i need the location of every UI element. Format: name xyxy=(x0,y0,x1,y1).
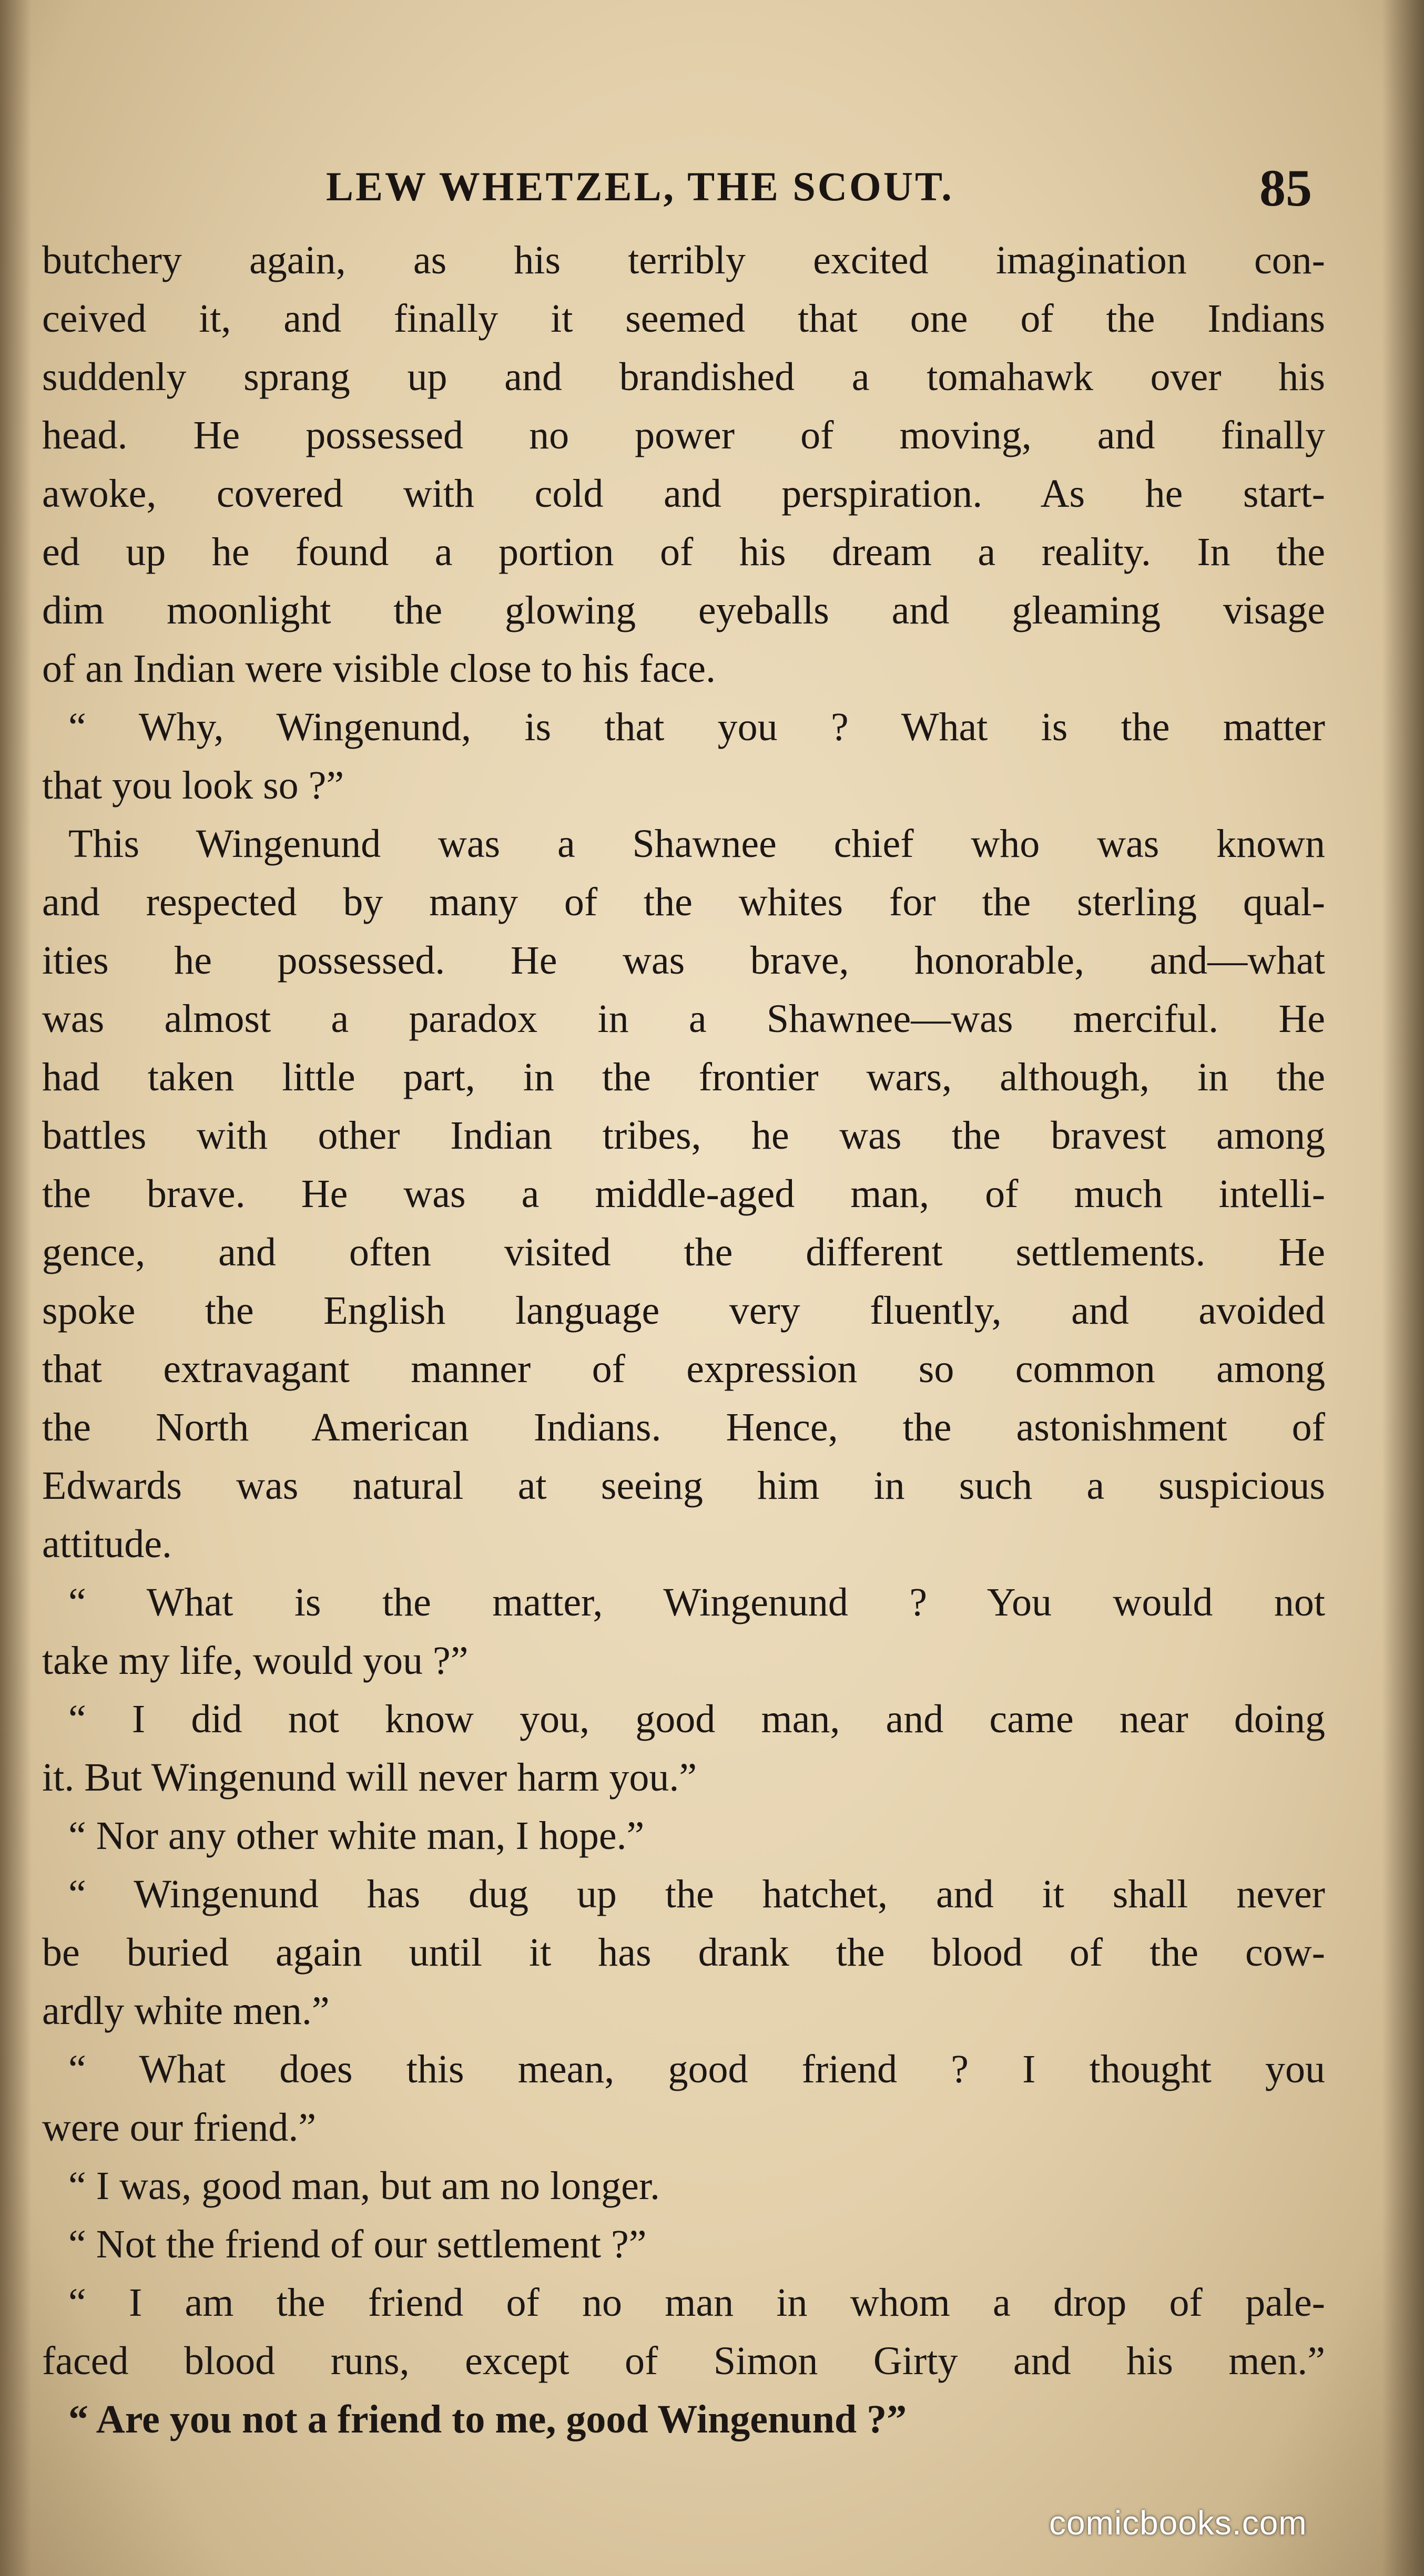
text-line: This Wingenund was a Shawnee chief who was known xyxy=(68,822,1325,866)
text-line: butchery again, as his terribly excited imagination con- xyxy=(42,238,1325,282)
text-line: awoke, covered with cold and perspiration. As he start- xyxy=(42,472,1325,516)
text-line: head. He possessed no power of moving, and finally xyxy=(42,413,1325,457)
watermark: comicbooks.com xyxy=(1049,2504,1307,2542)
text-line: “ I did not know you, good man, and came near doing xyxy=(68,1697,1325,1741)
text-line: “ Not the friend of our settlement ?” xyxy=(68,2222,647,2266)
text-line: ed up he found a portion of his dream a reality. In the xyxy=(42,530,1325,574)
text-line: had taken little part, in the frontier wars, although, in the xyxy=(42,1055,1325,1099)
text-line: battles with other Indian tribes, he was the bravest among xyxy=(42,1113,1325,1158)
text-line: faced blood runs, except of Simon Girty and his men.” xyxy=(42,2339,1325,2383)
text-line: ities he possessed. He was brave, honorable, and—what xyxy=(42,938,1325,983)
text-line: that extravagant manner of expression so common among xyxy=(42,1347,1325,1391)
text-line: “ Nor any other white man, I hope.” xyxy=(68,1814,645,1858)
text-line: “ Are you not a friend to me, good Wingenund ?” xyxy=(68,2397,907,2441)
text-line: it. But Wingenund will never harm you.” xyxy=(42,1755,697,1800)
text-line: “ What does this mean, good friend ? I thought you xyxy=(68,2047,1325,2091)
text-line: and respected by many of the whites for the sterling qual- xyxy=(42,880,1325,924)
body-text xyxy=(42,231,1325,2449)
text-line: “ What is the matter, Wingenund ? You would not xyxy=(68,1580,1325,1624)
text-line: be buried again until it has drank the blood of the cow- xyxy=(42,1930,1325,1975)
text-line: “ I am the friend of no man in whom a drop of pale- xyxy=(68,2281,1325,2325)
text-line: gence, and often visited the different settlements. He xyxy=(42,1230,1325,1274)
page-number: 85 xyxy=(1259,159,1312,217)
text-line: attitude. xyxy=(42,1522,172,1566)
running-title: LEW WHETZEL, THE SCOUT. xyxy=(326,163,954,209)
text-line: the brave. He was a middle-aged man, of much intelli- xyxy=(42,1172,1325,1216)
text-line: suddenly sprang up and brandished a tomahawk over his xyxy=(42,355,1325,399)
text-line: that you look so ?” xyxy=(42,763,344,807)
page-header xyxy=(0,158,1424,226)
text-line: ardly white men.” xyxy=(42,1989,330,2033)
text-line: ceived it, and finally it seemed that one of the Indians xyxy=(42,297,1325,341)
text-line: “ I was, good man, but am no longer. xyxy=(68,2164,660,2208)
text-line: of an Indian were visible close to his face. xyxy=(42,647,716,691)
text-line: Edwards was natural at seeing him in such a suspicious xyxy=(42,1464,1325,1508)
text-line: the North American Indians. Hence, the astonishment of xyxy=(42,1405,1325,1449)
text-line: take my life, would you ?” xyxy=(42,1639,469,1683)
text-line: spoke the English language very fluently, and avoided xyxy=(42,1289,1325,1333)
text-line: “ Why, Wingenund, is that you ? What is the matter xyxy=(68,705,1325,749)
text-line: was almost a paradox in a Shawnee—was merciful. He xyxy=(42,997,1325,1041)
text-line: were our friend.” xyxy=(42,2105,317,2150)
text-line: dim moonlight the glowing eyeballs and gleaming visage xyxy=(42,588,1325,632)
text-line: “ Wingenund has dug up the hatchet, and it shall never xyxy=(68,1872,1325,1916)
